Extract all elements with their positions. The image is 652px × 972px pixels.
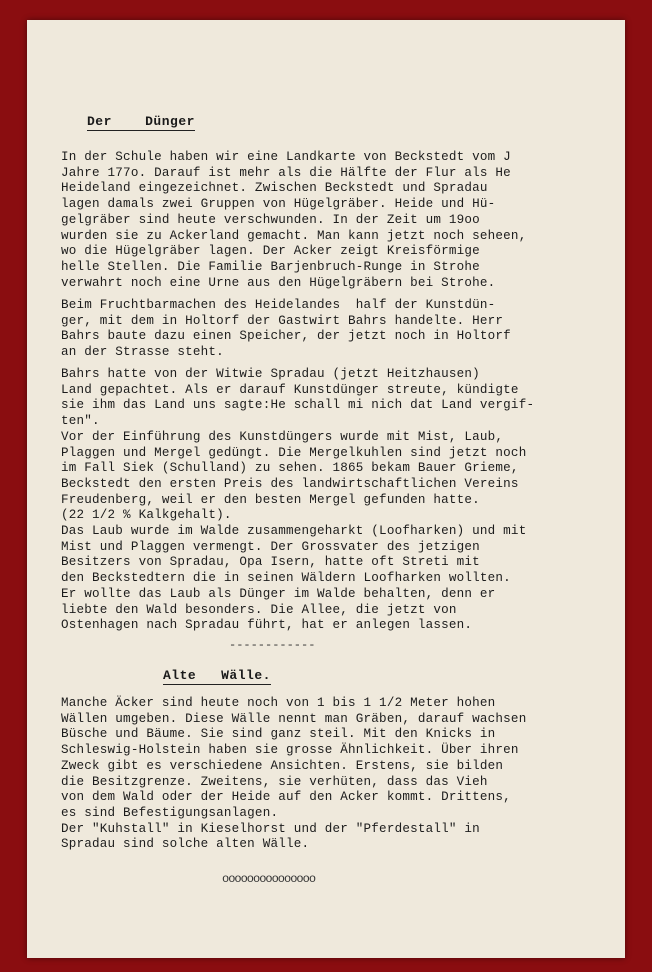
heading-der-duenger: Der Dünger — [87, 114, 195, 129]
end-mark: ooooooooooooooo — [222, 872, 316, 886]
paragraph-landkarte: In der Schule haben wir eine Landkarte von Beckstedt vom J Jahre 177o. Darauf ist mehr als die Hälfte der Flur als He Heideland eingezeichnet. Zwischen Beckstedt und Spradau lagen damals zwei Gruppen von Hügelgräber. Heide und Hü- gelgräber sind heute verschwunden. In der Zeit um 19oo wurden sie zu Ackerland gemacht. Man kann jetzt noch seheen, wo die Hügelgräber lagen. Der Acker zeigt Kreisförmige helle Stellen. Die Familie Barjenbruch-Runge in Strohe verwahrt noch eine Urne aus den Hügelgräbern bei Strohe. — [61, 150, 527, 290]
paragraph-bahrs: Bahrs hatte von der Witwie Spradau (jetzt Heitzhausen) Land gepachtet. Als er darauf Kunstdünger streute, kündigte sie ihm das Land uns sagte:He schall mi nich dat Land vergif- ten". Vor der Einführung des Kunstdüngers wurde mit Mist, Laub, Plaggen und Mergel gedüngt. Die Mergelkuhlen sind jetzt noch im Fall Siek (Schulland) zu sehen. 1865 bekam Bauer Grieme, Beckstedt den ersten Preis des landwirtschaftlichen Vereins Freudenberg, weil er den besten Mergel gefunden hatte. (22 1/2 % Kalkgehalt). Das Laub wurde im Walde zusammengeharkt (Loofharken) und mit Mist und Plaggen vermengt. Der Grossvater des jetzigen Besitzers von Spradau, Opa Isern, hatte oft Streti mit den Beckstedtern die in seinen Wäldern Loofharken wollten. Er wollte das Laub als Dünger im Walde behalten, denn er liebte den Wald besonders. Die Allee, die jetzt von Ostenhagen nach Spradau führt, hat er anlegen lassen. — [61, 367, 535, 633]
typewritten-page — [27, 20, 625, 958]
paragraph-kunstduenger: Beim Fruchtbarmachen des Heidelandes half der Kunstdün- ger, mit dem in Holtorf der Gastwirt Bahrs handelte. Herr Bahrs baute dazu einen Speicher, der jetzt noch in Holtorf an der Strasse steht. — [61, 298, 511, 360]
paragraph-alte-waelle: Manche Äcker sind heute noch von 1 bis 1 1/2 Meter hohen Wällen umgeben. Diese Wälle nennt man Gräben, darauf wachsen Büsche und Bäume. Sie sind ganz steil. Mit den Knicks in Schleswig-Holstein haben sie grosse Ähnlichkeit. Über ihren Zweck gibt es verschiedene Ansichten. Erstens, sie bilden die Besitzgrenze. Zweitens, sie verhüten, dass das Vieh von dem Wald oder der Heide auf den Acker kommt. Drittens, es sind Befestigungsanlagen. Der "Kuhstall" in Kieselhorst und der "Pferdestall" in Spradau sind solche alten Wälle. — [61, 696, 527, 852]
section-divider: ------------ — [229, 638, 316, 652]
heading-alte-waelle: Alte Wälle. — [163, 668, 271, 683]
